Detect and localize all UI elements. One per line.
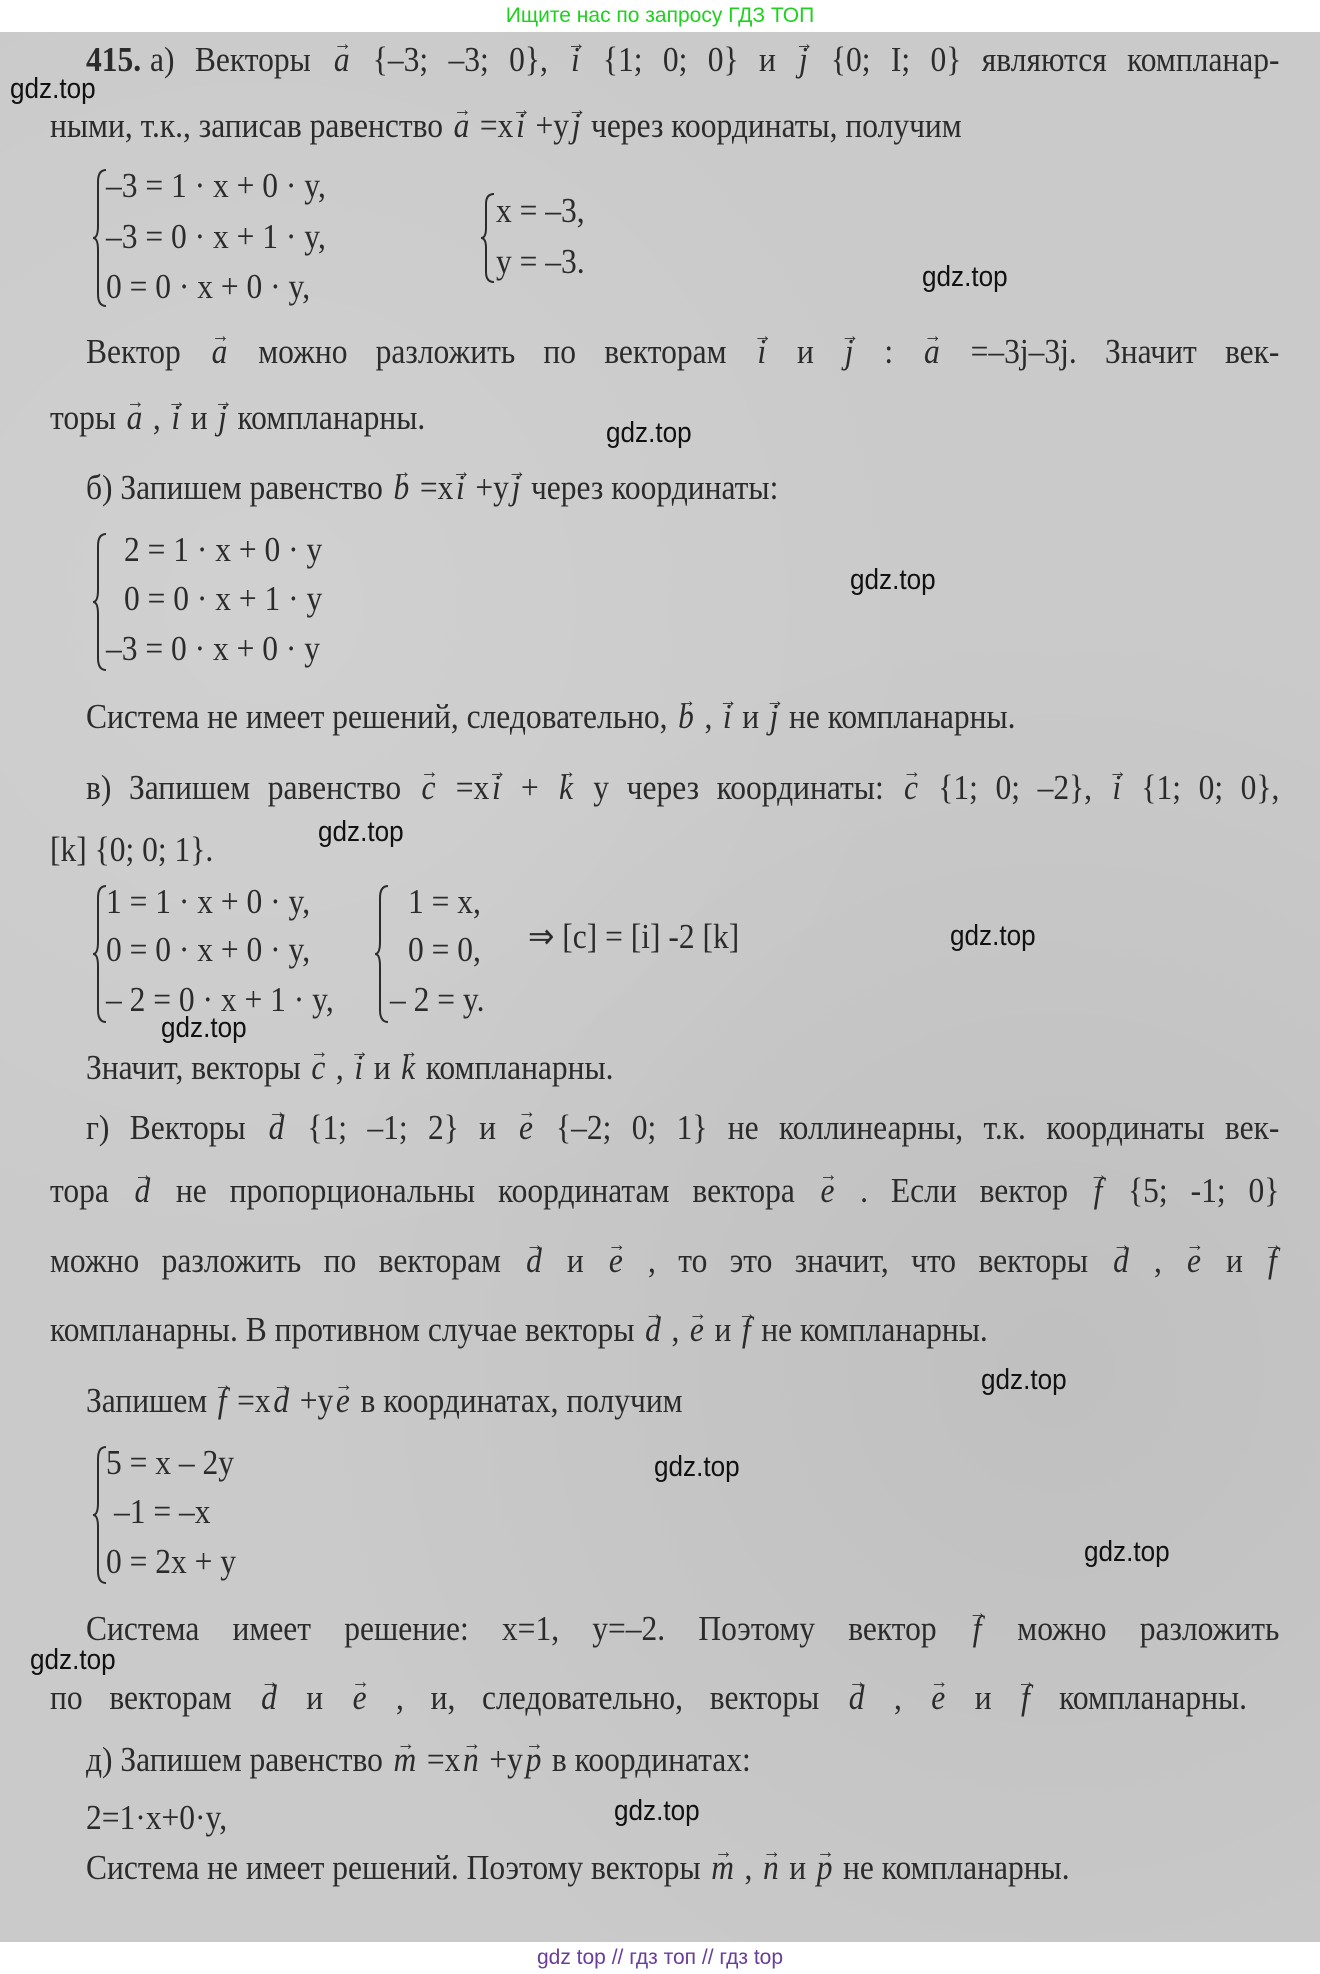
vector-symbol: i → (1110, 766, 1124, 810)
vector-symbol: a → (331, 38, 352, 82)
text-line: б) Запишем равенство b → =xi → +yj → через координаты: (86, 466, 778, 510)
equation: 0 = 0, (408, 930, 481, 969)
vector-symbol: f → (739, 1308, 753, 1352)
text-line: торы a → , i → и j → компланарны. (50, 396, 425, 440)
vector-symbol: f → (970, 1607, 984, 1651)
equation: –3 = 0 · x + 1 · y, (106, 217, 326, 256)
equation: 0 = 2x + y (106, 1542, 237, 1581)
equation: 2 = 1 · x + 0 · y (124, 530, 323, 569)
vector-symbol: d → (271, 1379, 292, 1423)
vector-symbol: a → (124, 396, 145, 440)
vector-symbol: e → (350, 1676, 369, 1720)
vector-symbol: a → (921, 330, 942, 374)
vector-symbol: p → (523, 1738, 544, 1782)
vector-symbol: d → (132, 1169, 153, 1213)
vector-symbol: c → (901, 766, 920, 810)
vector-symbol: i → (513, 104, 527, 148)
text-line: по векторам d → и e → , и, следовательно, векторы d → , e → и f → компланарны. (50, 1676, 1247, 1720)
text-line: а) Векторы a → {–3; –3; 0}, i → {1; 0; 0} и j → {0; I; 0} являются компланар- (150, 38, 1280, 82)
text-line: Запишем f → =xd → +ye → в координатах, получим (86, 1379, 683, 1423)
system-brace (480, 192, 496, 284)
watermark: gdz.top (850, 564, 936, 596)
text-line: в) Запишем равенство c → =xi → + k → y через координаты: c → {1; 0; –2}, i → {1; 0; 0}, (86, 766, 1279, 810)
vector-symbol: k → (556, 766, 575, 810)
equation: – 2 = 0 · x + 1 · y, (106, 980, 334, 1019)
text-line: Система имеет решение: x=1, y=–2. Поэтому вектор f → можно разложить (86, 1607, 1279, 1651)
vector-symbol: j → (569, 104, 583, 148)
vector-symbol: n → (460, 1738, 481, 1782)
vector-symbol: i → (720, 695, 734, 739)
equation: y = –3. (496, 242, 585, 281)
watermark: gdz.top (1084, 1536, 1170, 1568)
equation-result: ⇒ [c] = [i] -2 [k] (528, 917, 740, 956)
vector-symbol: e → (929, 1676, 948, 1720)
vector-symbol: d → (266, 1106, 287, 1150)
vector-symbol: a → (209, 330, 230, 374)
vector-symbol: m → (708, 1846, 736, 1890)
vector-symbol: i → (352, 1046, 366, 1090)
equation: –3 = 0 · x + 0 · y (106, 629, 321, 668)
vector-symbol: i → (489, 766, 503, 810)
vector-symbol: f → (1265, 1239, 1279, 1283)
equation: 0 = 0 · x + 0 · y, (106, 267, 311, 306)
vector-symbol: e → (606, 1239, 625, 1283)
vector-symbol: j → (509, 466, 523, 510)
watermark: gdz.top (614, 1795, 700, 1827)
watermark: gdz.top (10, 73, 96, 105)
text-line: г) Векторы d → {1; –1; 2} и e → {–2; 0; 1} не коллинеарны, т.к. координаты век- (86, 1106, 1279, 1150)
equation: –3 = 1 · x + 0 · y, (106, 166, 326, 205)
text-line: можно разложить по векторам d → и e → , то это значит, что векторы d → , e → и f → (50, 1239, 1279, 1283)
top-banner[interactable]: Ищите нас по запросу ГДЗ ТОП (0, 0, 1320, 32)
vector-symbol: c → (309, 1046, 328, 1090)
vector-symbol: d → (1110, 1239, 1131, 1283)
vector-symbol: p → (814, 1846, 835, 1890)
equation: x = –3, (496, 191, 585, 230)
text-line: Вектор a → можно разложить по векторам i → и j → : a → =–3j–3j. Значит век- (86, 330, 1279, 374)
vector-symbol: e → (818, 1169, 837, 1213)
watermark: gdz.top (981, 1364, 1067, 1396)
vector-symbol: d → (523, 1239, 544, 1283)
watermark: gdz.top (922, 261, 1008, 293)
text-line: тора d → не пропорциональны координатам вектора e → . Если вектор f → {5; -1; 0} (50, 1169, 1279, 1213)
equation: 1 = x, (408, 882, 481, 921)
vector-symbol: e → (1184, 1239, 1203, 1283)
vector-symbol: i → (453, 466, 467, 510)
vector-symbol: b → (391, 466, 412, 510)
watermark: gdz.top (950, 920, 1036, 952)
vector-symbol: n → (760, 1846, 781, 1890)
bottom-footer[interactable]: gdz top // гдз топ // гдз top (0, 1942, 1320, 1974)
equation: 5 = x – 2y (106, 1443, 235, 1482)
vector-symbol: e → (333, 1379, 352, 1423)
vector-symbol: j → (767, 695, 781, 739)
text-line: компланарны. В противном случае векторы d → , e → и f → не компланарны. (50, 1308, 988, 1352)
equation: – 2 = y. (390, 980, 485, 1019)
text-line: 2=1·x+0·y, (86, 1798, 228, 1837)
system-brace (374, 884, 390, 1024)
vector-symbol: j → (796, 38, 810, 82)
text-line: Значит, векторы c → , i → и k → компланарны. (86, 1046, 614, 1090)
vector-symbol: e → (516, 1106, 535, 1150)
vector-symbol: b → (675, 695, 696, 739)
text-line: Система не имеет решений, следовательно, b → , i → и j → не компланарны. (86, 695, 1016, 739)
vector-symbol: c → (419, 766, 438, 810)
vector-symbol: f → (215, 1379, 229, 1423)
equation: 0 = 0 · x + 0 · y, (106, 930, 311, 969)
equation: –1 = –x (114, 1492, 211, 1531)
watermark: gdz.top (161, 1012, 247, 1044)
problem-number: 415. (86, 40, 142, 79)
text-line: Система не имеет решений. Поэтому векторы m → , n → и p → не компланарны. (86, 1846, 1070, 1890)
text-line: ными, т.к., записав равенство a → =xi → +yj → через координаты, получим (50, 104, 962, 148)
text-line: д) Запишем равенство m → =xn → +yp → в координатах: (86, 1738, 751, 1782)
vector-symbol: j → (215, 396, 229, 440)
vector-symbol: d → (846, 1676, 867, 1720)
vector-symbol: k → (398, 1046, 417, 1090)
equation: 0 = 0 · x + 1 · y (124, 579, 323, 618)
vector-symbol: f → (1091, 1169, 1105, 1213)
vector-symbol: j → (842, 330, 856, 374)
equation: 1 = 1 · x + 0 · y, (106, 882, 311, 921)
vector-symbol: e → (687, 1308, 706, 1352)
watermark: gdz.top (30, 1644, 116, 1676)
vector-symbol: i → (568, 38, 582, 82)
watermark: gdz.top (318, 816, 404, 848)
vector-k-coordinates: [k] {0; 0; 1}. (50, 830, 214, 869)
vector-symbol: m → (391, 1738, 419, 1782)
vector-symbol: d → (258, 1676, 279, 1720)
watermark: gdz.top (654, 1451, 740, 1483)
watermark: gdz.top (606, 417, 692, 449)
vector-symbol: i → (169, 396, 183, 440)
vector-symbol: d → (642, 1308, 663, 1352)
vector-symbol: f → (1018, 1676, 1032, 1720)
vector-symbol: i → (755, 330, 769, 374)
vector-symbol: a → (451, 104, 472, 148)
